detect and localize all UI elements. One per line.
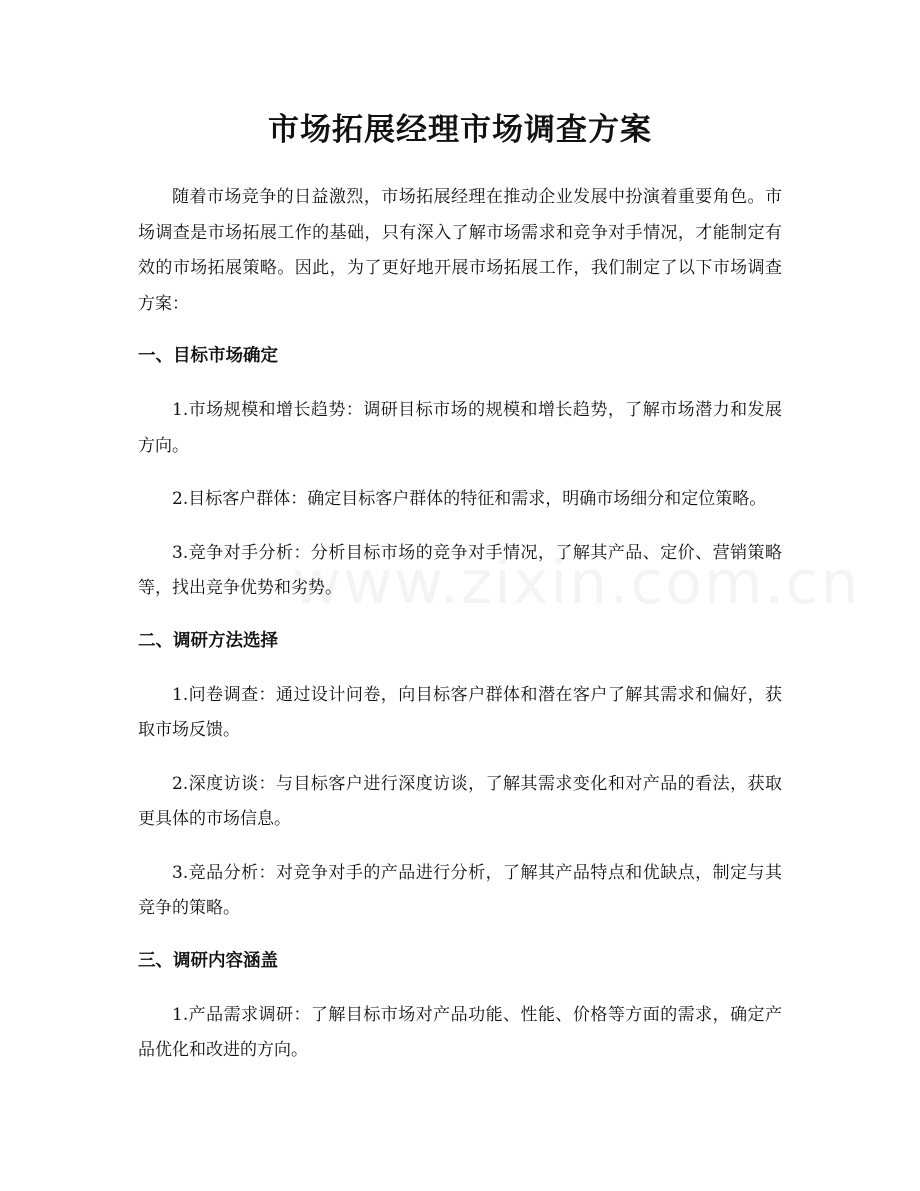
intro-paragraph: 随着市场竞争的日益激烈，市场拓展经理在推动企业发展中扮演着重要角色。市场调查是市场拓展工作的基础，只有深入了解市场需求和竞争对手情况，才能制定有效的市场拓展策略。因此，为了更好地开展市场拓展工作，我们制定了以下市场调查方案： [138,187,782,314]
list-item: 3.竞品分析：对竞争对手的产品进行分析，了解其产品特点和优缺点，制定与其竞争的策略。 [138,862,782,918]
section-heading: 三、调研内容涵盖 [138,950,278,971]
list-item: 3.竞争对手分析：分析目标市场的竞争对手情况，了解其产品、定价、营销策略等，找出竞争优势和劣势。 [138,542,782,598]
section-target-market [138,340,782,607]
list-item: 2.深度访谈：与目标客户进行深度访谈，了解其需求变化和对产品的看法，获取更具体的市场信息。 [138,773,782,829]
document-title: 市场拓展经理市场调查方案 [268,112,652,148]
section-heading: 二、调研方法选择 [138,630,278,651]
list-item: 1.产品需求调研：了解目标市场对产品功能、性能、价格等方面的需求，确定产品优化和改进的方向。 [138,1004,782,1060]
section-research-methods [138,625,782,927]
list-item: 1.市场规模和增长趋势：调研目标市场的规模和增长趋势，了解市场潜力和发展方向。 [138,400,782,456]
section-heading: 一、目标市场确定 [138,346,278,366]
list-item: 1.问卷调查：通过设计问卷，向目标客户群体和潜在客户了解其需求和偏好，获取市场反馈。 [138,684,782,740]
section-research-content [138,945,782,1069]
list-item: 2.目标客户群体：确定目标客户群体的特征和需求，明确市场细分和定位策略。 [172,489,767,509]
